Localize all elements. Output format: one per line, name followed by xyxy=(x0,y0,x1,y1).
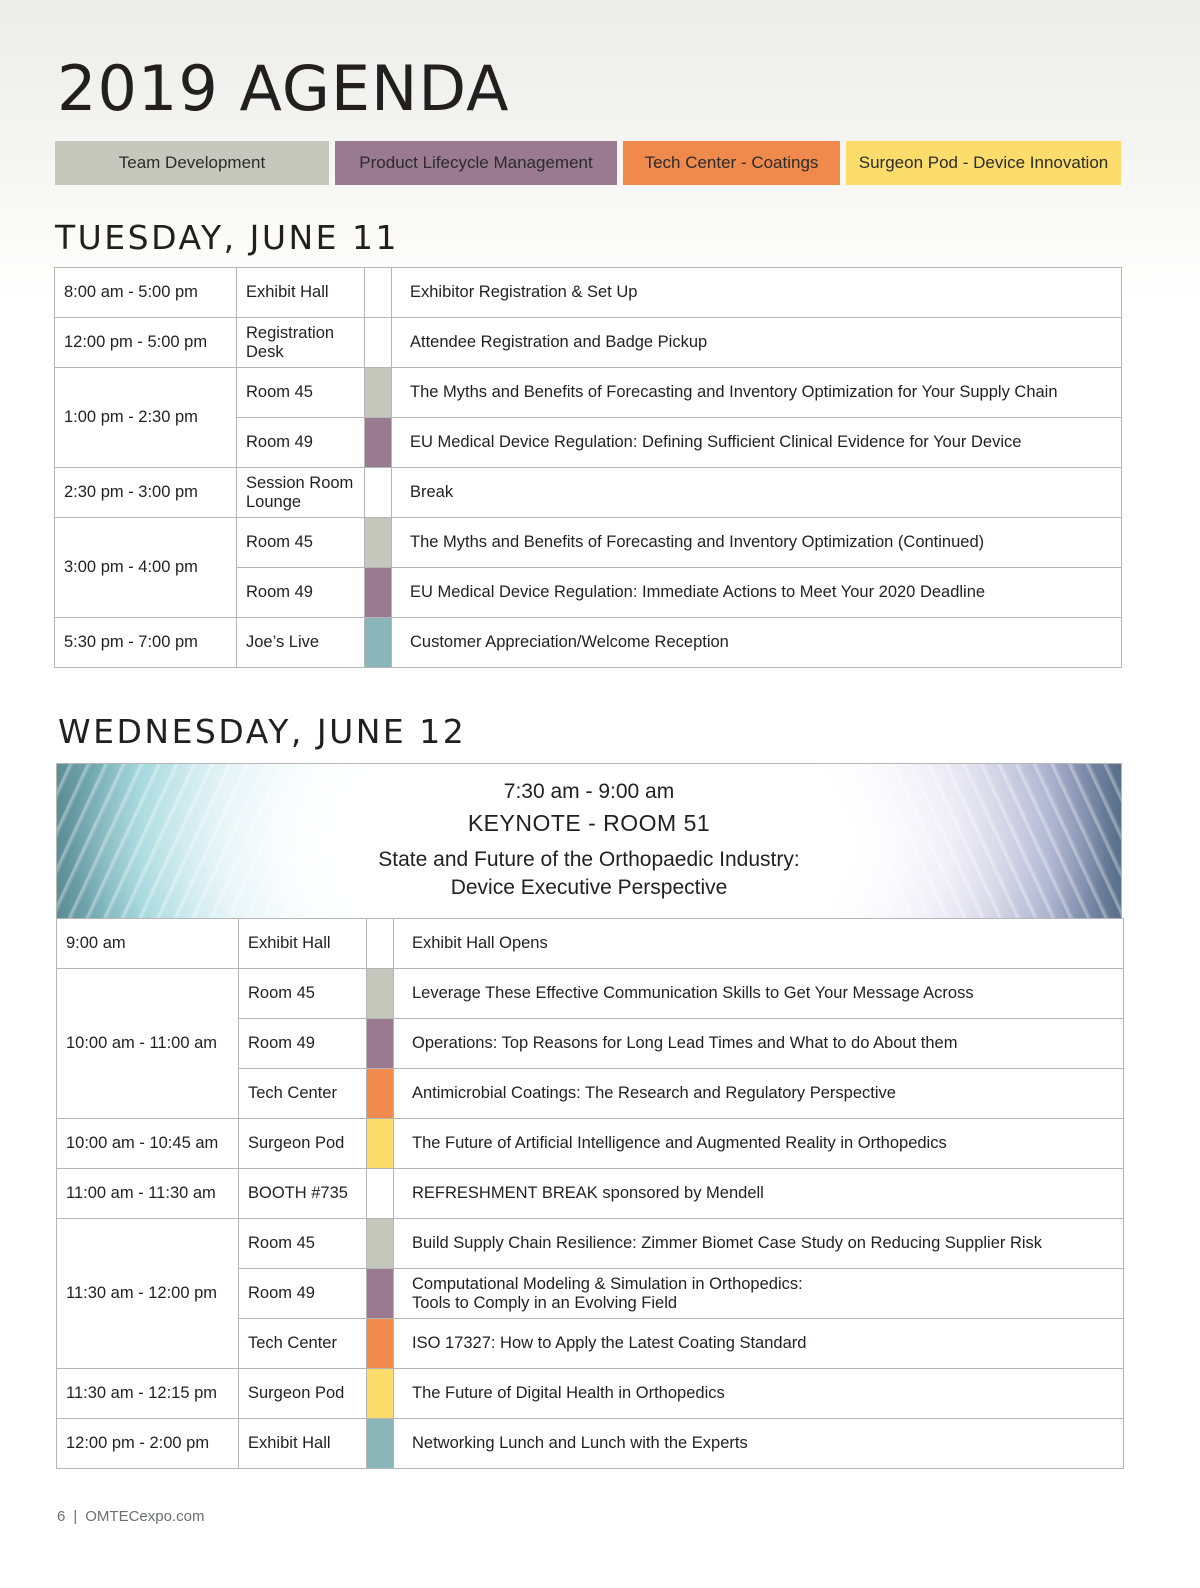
event-cell: Exhibitor Registration & Set Up xyxy=(392,268,1122,318)
table-row xyxy=(55,318,1122,368)
event-cell: The Future of Artificial Intelligence and Augmented Reality in Orthopedics xyxy=(394,1119,1124,1169)
tuesday-schedule xyxy=(54,267,1122,668)
table-row xyxy=(57,1169,1124,1219)
location-cell: Exhibit Hall xyxy=(239,919,367,969)
location-cell: Tech Center xyxy=(239,1319,367,1369)
table-row xyxy=(55,268,1122,318)
location-cell: Room 49 xyxy=(237,568,365,618)
time-cell: 8:00 am - 5:00 pm xyxy=(55,268,237,318)
event-cell: The Myths and Benefits of Forecasting and Inventory Optimization (Continued) xyxy=(392,518,1122,568)
location-cell: Joe’s Live xyxy=(237,618,365,668)
track-swatch xyxy=(365,618,392,668)
track-swatch xyxy=(365,468,392,518)
track-swatch xyxy=(367,1119,394,1169)
track-swatch xyxy=(365,368,392,418)
track-swatch xyxy=(365,518,392,568)
track-swatch xyxy=(367,1169,394,1219)
track-swatch xyxy=(365,318,392,368)
time-cell: 5:30 pm - 7:00 pm xyxy=(55,618,237,668)
time-cell: 10:00 am - 10:45 am xyxy=(57,1119,239,1169)
event-cell: Attendee Registration and Badge Pickup xyxy=(392,318,1122,368)
location-cell: Surgeon Pod xyxy=(239,1119,367,1169)
track-swatch xyxy=(365,268,392,318)
page-number: 6 xyxy=(57,1508,66,1525)
location-cell: Surgeon Pod xyxy=(239,1369,367,1419)
legend-surgeon-pod: Surgeon Pod - Device Innovation xyxy=(846,141,1121,185)
track-swatch xyxy=(367,919,394,969)
location-cell: BOOTH #735 xyxy=(239,1169,367,1219)
event-cell: EU Medical Device Regulation: Defining Sufficient Clinical Evidence for Your Device xyxy=(392,418,1122,468)
event-cell: Customer Appreciation/Welcome Reception xyxy=(392,618,1122,668)
location-cell: Tech Center xyxy=(239,1069,367,1119)
track-swatch xyxy=(367,969,394,1019)
track-swatch xyxy=(365,418,392,468)
website-link[interactable]: OMTECexpo.com xyxy=(85,1508,205,1525)
location-cell: Session Room Lounge xyxy=(237,468,365,518)
track-swatch xyxy=(365,568,392,618)
time-cell: 12:00 pm - 2:00 pm xyxy=(57,1419,239,1469)
time-cell: 12:00 pm - 5:00 pm xyxy=(55,318,237,368)
event-cell: REFRESHMENT BREAK sponsored by Mendell xyxy=(394,1169,1124,1219)
table-row xyxy=(55,518,1122,568)
keynote-description-line: State and Future of the Orthopaedic Industry: xyxy=(378,848,800,871)
event-cell: Break xyxy=(392,468,1122,518)
location-cell: Room 45 xyxy=(237,368,365,418)
legend-tech-center: Tech Center - Coatings xyxy=(623,141,840,185)
location-cell: Room 49 xyxy=(239,1269,367,1319)
location-cell: Room 45 xyxy=(237,518,365,568)
wednesday-heading: WEDNESDAY, JUNE 12 xyxy=(58,712,467,751)
legend-team-development: Team Development xyxy=(55,141,329,185)
legend-product-lifecycle: Product Lifecycle Management xyxy=(335,141,617,185)
event-cell: Build Supply Chain Resilience: Zimmer Biomet Case Study on Reducing Supplier Risk xyxy=(394,1219,1124,1269)
footer-separator: | xyxy=(73,1508,78,1525)
event-cell: The Myths and Benefits of Forecasting and Inventory Optimization for Your Supply Chain xyxy=(392,368,1122,418)
track-swatch xyxy=(367,1269,394,1319)
table-row xyxy=(57,1369,1124,1419)
event-cell: The Future of Digital Health in Orthopedics xyxy=(394,1369,1124,1419)
track-swatch xyxy=(367,1019,394,1069)
location-cell: Room 49 xyxy=(239,1019,367,1069)
time-cell: 11:30 am - 12:15 pm xyxy=(57,1369,239,1419)
event-text-line: Computational Modeling & Simulation in Orthopedics: xyxy=(412,1274,803,1293)
keynote-banner xyxy=(56,763,1122,918)
track-swatch xyxy=(367,1219,394,1269)
table-row xyxy=(57,1219,1124,1269)
time-cell: 11:00 am - 11:30 am xyxy=(57,1169,239,1219)
location-cell: Room 45 xyxy=(239,969,367,1019)
time-cell: 2:30 pm - 3:00 pm xyxy=(55,468,237,518)
event-cell xyxy=(394,1269,1124,1319)
track-swatch xyxy=(367,1369,394,1419)
table-row xyxy=(55,618,1122,668)
event-cell: Networking Lunch and Lunch with the Experts xyxy=(394,1419,1124,1469)
track-swatch xyxy=(367,1319,394,1369)
track-swatch xyxy=(367,1069,394,1119)
table-row xyxy=(55,468,1122,518)
table-row xyxy=(57,1419,1124,1469)
keynote-description-line: Device Executive Perspective xyxy=(450,876,728,899)
table-row xyxy=(57,919,1124,969)
keynote-time: 7:30 am - 9:00 am xyxy=(503,780,675,803)
location-cell: Room 49 xyxy=(237,418,365,468)
time-cell: 9:00 am xyxy=(57,919,239,969)
event-cell: ISO 17327: How to Apply the Latest Coating Standard xyxy=(394,1319,1124,1369)
tuesday-heading: TUESDAY, JUNE 11 xyxy=(55,218,399,257)
keynote-title: KEYNOTE - ROOM 51 xyxy=(467,810,711,836)
table-row xyxy=(55,368,1122,418)
track-swatch xyxy=(367,1419,394,1469)
time-cell: 10:00 am - 11:00 am xyxy=(57,969,239,1119)
time-cell: 11:30 am - 12:00 pm xyxy=(57,1219,239,1369)
location-cell: Exhibit Hall xyxy=(237,268,365,318)
time-cell: 3:00 pm - 4:00 pm xyxy=(55,518,237,618)
event-cell: EU Medical Device Regulation: Immediate Actions to Meet Your 2020 Deadline xyxy=(392,568,1122,618)
location-cell: Registration Desk xyxy=(237,318,365,368)
event-cell: Operations: Top Reasons for Long Lead Times and What to do About them xyxy=(394,1019,1124,1069)
location-cell: Room 45 xyxy=(239,1219,367,1269)
event-cell: Antimicrobial Coatings: The Research and Regulatory Perspective xyxy=(394,1069,1124,1119)
page-title: 2019 AGENDA xyxy=(57,52,510,125)
table-row xyxy=(57,969,1124,1019)
event-text-line: Tools to Comply in an Evolving Field xyxy=(412,1293,678,1312)
event-cell: Exhibit Hall Opens xyxy=(394,919,1124,969)
page-footer xyxy=(57,1508,204,1525)
track-legend xyxy=(55,141,1121,185)
location-cell: Exhibit Hall xyxy=(239,1419,367,1469)
wednesday-schedule xyxy=(56,918,1124,1469)
table-row xyxy=(57,1119,1124,1169)
event-cell: Leverage These Effective Communication Skills to Get Your Message Across xyxy=(394,969,1124,1019)
time-cell: 1:00 pm - 2:30 pm xyxy=(55,368,237,468)
